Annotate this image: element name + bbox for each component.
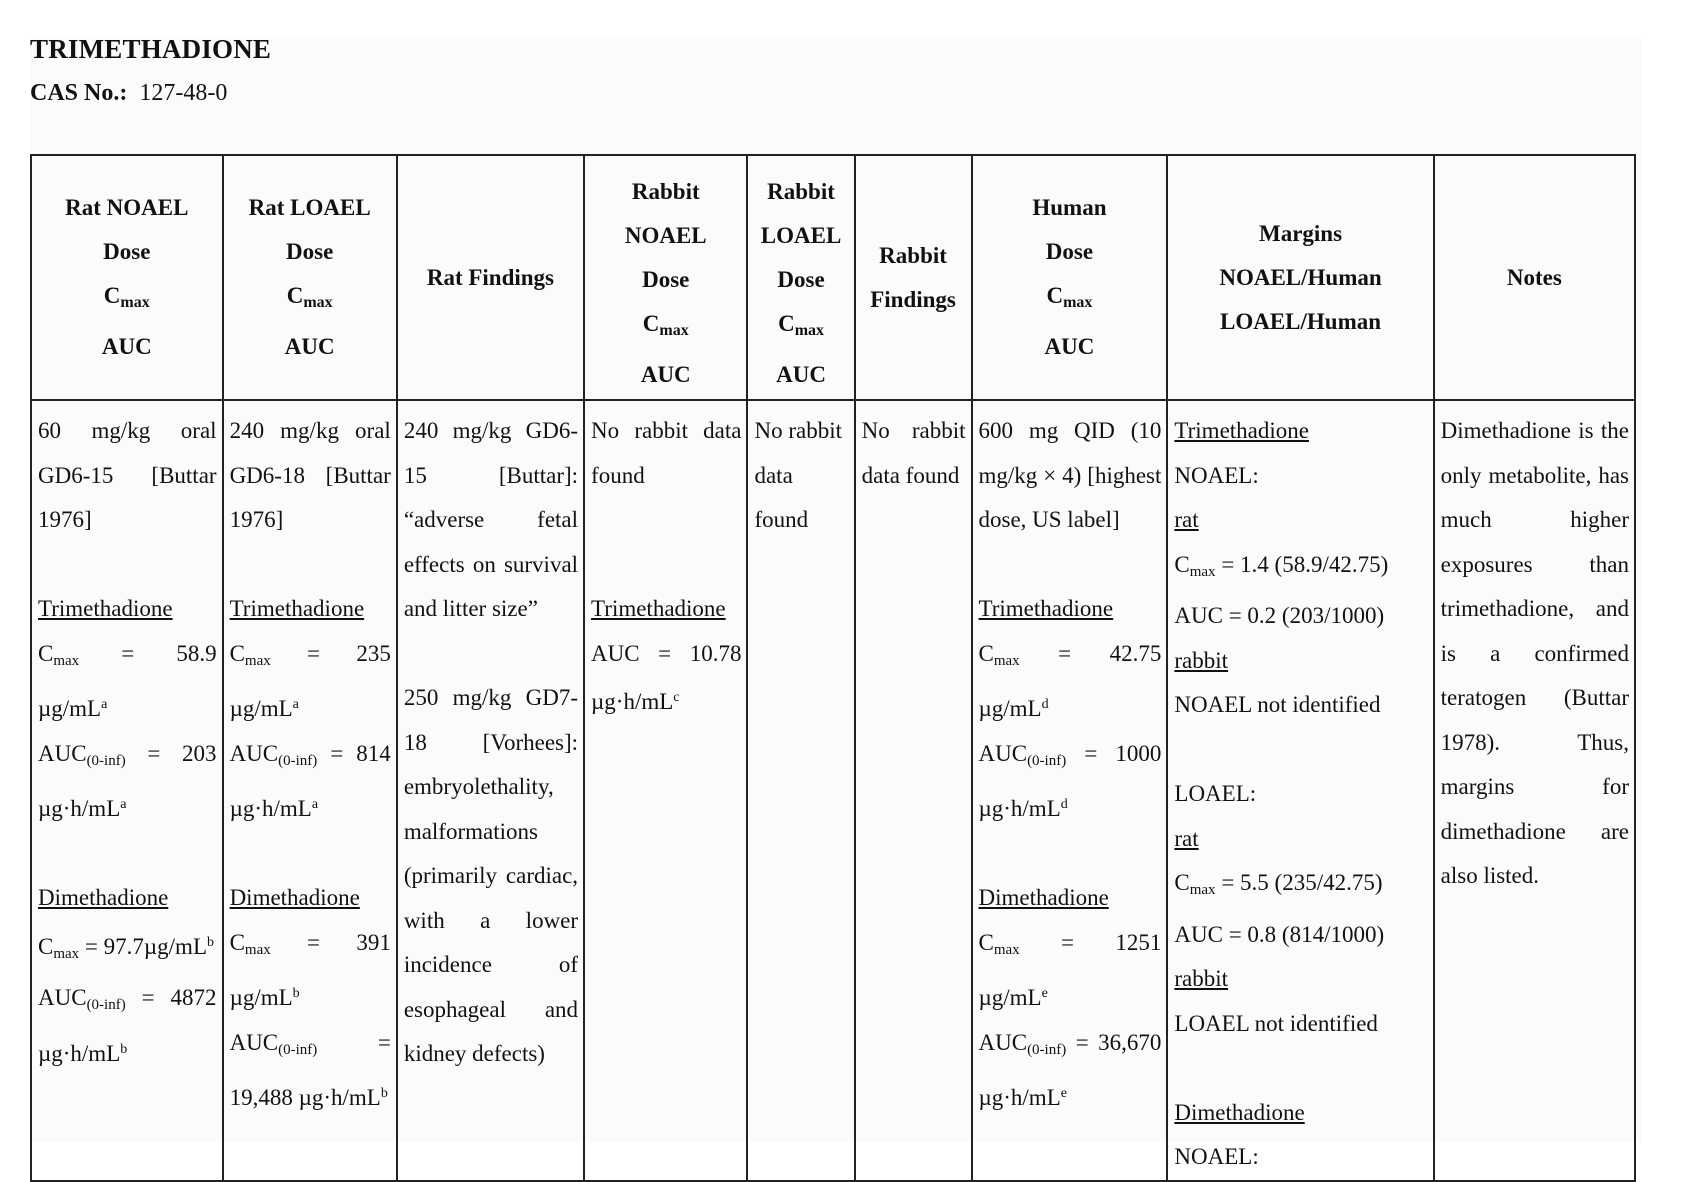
rat-findings-para-1: 240 mg/kg GD6-15 [Buttar]: “adverse fetal effects on survival and litter size” [403, 418, 579, 621]
header-line: $C_{max}$ [103, 283, 150, 311]
footnote-mark: a [120, 797, 127, 812]
header-line: Rat LOAEL [248, 195, 371, 220]
margins-tmd-heading: Trimethadione [1174, 418, 1309, 443]
header-line: Rabbit [767, 179, 835, 204]
human-tmd-cmax: $C_{max} = 42.75$ $\mu g/mL^d$ [978, 640, 1162, 721]
footnote-mark: e [1060, 1086, 1067, 1101]
header-line: Findings [870, 286, 956, 312]
rabbit-findings-text: No rabbit data found [861, 418, 966, 488]
margins-loael-rabbit-label: rabbit [1174, 966, 1229, 991]
header-line: AUC [101, 334, 152, 359]
margins-dmd-heading: Dimethadione [1174, 1099, 1305, 1125]
footnote-mark: a [292, 697, 299, 712]
human-tmd-heading: Trimethadione [978, 596, 1114, 621]
margins-noael-rat-auc: AUC = 0.2 (203/1000) [1174, 603, 1385, 628]
col-header-rat-findings [397, 155, 584, 400]
rat-findings-para-2: 250 mg/kg GD7-18 [Vorhees]: embryolethality, malformations (primarily cardiac, with a lower incidence of esophageal and kidney defects) [403, 685, 579, 1066]
margins-dmd-noael-label: NOAEL: [1174, 1144, 1259, 1169]
value: = 5.5 (235/42.75) [1221, 870, 1383, 895]
human-dmd-cmax: $C_{max} = 1251$ $\mu g/mL^e$ [978, 929, 1162, 1010]
rat-loael-dmd-cmax: $C_{max} = 391$ $\mu g/mL^b$ [229, 929, 391, 1010]
margins-noael-rat-label: rat [1174, 507, 1199, 532]
header-line: Rat Findings [426, 264, 555, 290]
value: = 1.4 (58.9/42.75) [1221, 551, 1389, 577]
rat-loael-tmd-cmax: $C_{max} = 235$ $\mu g/mL^a$ [229, 640, 391, 721]
cell-rat-noael [31, 400, 223, 1181]
value: = 4872 µg·h/mL [38, 985, 217, 1066]
cell-rabbit-findings [855, 400, 972, 1181]
margins-loael-rat-cmax: $C_{max} = 5.5$ (235/42.75) [1174, 870, 1383, 898]
margins-noael-rat-cmax: $C_{max} = 1.4$ (58.9/42.75) [1174, 551, 1389, 580]
rat-noael-tmd-auc: $AUC_{(0-inf)} = 203$ $\mu g\cdot h/mL^a$ [38, 740, 217, 821]
cell-rat-findings [397, 400, 584, 1181]
footnote-mark: a [311, 797, 319, 812]
value: 58.9 µg/mL [38, 640, 217, 721]
header-line: NOAEL/Human [1219, 264, 1382, 290]
footnote-mark: c [673, 690, 680, 705]
header-line: NOAEL [624, 223, 707, 248]
header-line: Rabbit [879, 242, 947, 268]
rat-loael-dmd-auc: $AUC_{(0-inf)} = 19,488$ $\mu g\cdot h/mL^b$ [229, 1029, 391, 1110]
footnote-mark: d [1060, 797, 1068, 812]
header-line: AUC [284, 334, 335, 359]
document-title: TRIMETHADIONE [30, 34, 272, 64]
footnote-mark: a [101, 697, 108, 712]
value: = 19,488 µg·h/mL [229, 1029, 391, 1110]
rat-noael-tmd-cmax: $C_{max} = 58.9$ $\mu g/mL^a$ [38, 640, 217, 721]
value: = 36,670 µg·h/mL [978, 1029, 1162, 1110]
col-header-rabbit-noael [584, 155, 747, 400]
cas-label: CAS No.: [30, 80, 128, 106]
col-header-rabbit-findings [855, 155, 972, 400]
data-row [31, 400, 1635, 1181]
cell-rabbit-loael [747, 400, 854, 1181]
footnote-mark: b [120, 1041, 128, 1057]
header-line: $C_{max}$ [642, 311, 689, 339]
human-tmd-auc: $AUC_{(0-inf)} = 1000$ $\mu g\cdot h/mL^d$ [978, 740, 1162, 821]
header-line: AUC [640, 362, 691, 387]
header-line: Dose [286, 239, 334, 264]
margins-loael-rat-label: rat [1174, 825, 1199, 851]
cell-human [972, 400, 1168, 1181]
header-line: $C_{max}$ [1046, 283, 1093, 311]
margins-noael-rabbit-label: rabbit [1174, 647, 1229, 673]
footnote-mark: e [1041, 986, 1048, 1001]
footnote-mark: b [292, 986, 300, 1001]
rabbit-noael-tmd-heading: Trimethadione [591, 596, 726, 621]
margins-loael-rabbit: LOAEL not identified [1174, 1010, 1378, 1036]
notes-text: Dimethadione is the only metabolite, has much higher exposures than trimethadione, and is a confirmed teratogen (Buttar 1978). Thus, margins for dimethadione are also listed. [1440, 418, 1629, 888]
col-header-human [972, 155, 1168, 400]
cell-rat-loael [223, 400, 397, 1181]
rabbit-noael-tmd-auc [591, 632, 741, 725]
rat-loael-tmd-auc: $AUC_{(0-inf)} = 814$ $\mu g\cdot h/mL^a$ [229, 740, 391, 821]
col-header-rat-loael [223, 155, 397, 400]
header-line: Margins [1258, 220, 1343, 246]
footnote-mark: b [380, 1086, 388, 1101]
header-line: Dose [103, 239, 151, 264]
header-line: LOAEL/Human [1219, 308, 1382, 334]
cas-number: 127-48-0 [139, 80, 228, 106]
header-line: Rat NOAEL [65, 195, 189, 220]
value: = 814 µg·h/mL [229, 740, 391, 821]
human-dmd-heading: Dimethadione [978, 885, 1109, 910]
header-line: Dose [777, 267, 825, 292]
header-line: Human [1032, 195, 1107, 220]
cell-rabbit-noael [584, 400, 747, 1181]
data-table [30, 154, 1636, 1182]
col-header-rat-noael [31, 155, 223, 400]
human-dose: 600 mg QID (10 mg/kg × 4) [highest dose, US label] [978, 418, 1162, 532]
header-row [31, 155, 1635, 400]
value: = 203 µg·h/mL [38, 740, 217, 821]
header-line: AUC [1044, 334, 1095, 359]
header-line: $C_{max}$ [286, 283, 333, 311]
rat-noael-dose: 60 mg/kg oral GD6-15 [Buttar 1976] [38, 418, 217, 532]
footnote-mark: d [1041, 697, 1049, 712]
rat-noael-dmd-heading: Dimethadione [38, 885, 169, 910]
cell-margins [1167, 400, 1433, 1181]
rabbit-noael-text: No rabbit data found [591, 418, 742, 488]
header-line: AUC [776, 362, 826, 387]
header-line: Dose [642, 267, 690, 292]
value: 391 µg/mL [229, 929, 391, 1010]
rat-loael-dose: 240 mg/kg oral GD6-18 [Buttar 1976] [229, 418, 391, 532]
rat-noael-dmd-auc: $AUC_{(0-inf)} = 4872$ $\mu g\cdot h/mL^b$ [38, 985, 217, 1066]
value: = 1000 µg·h/mL [978, 740, 1162, 821]
margins-noael-rabbit: NOAEL not identified [1174, 692, 1381, 717]
col-header-margins [1167, 155, 1433, 400]
rat-loael-tmd-heading: Trimethadione [229, 596, 365, 621]
value: 97.7µg/mL [103, 933, 207, 959]
footnote-mark: b [207, 934, 214, 950]
value: 235 µg/mL [229, 640, 391, 721]
margins-loael-rat-auc: AUC = 0.8 (814/1000) [1174, 921, 1385, 947]
margins-noael-label: NOAEL: [1174, 462, 1259, 488]
rat-noael-dmd-cmax: $C_{max} = 97.7\mu g/mL^b$ [38, 933, 214, 962]
col-header-notes [1434, 155, 1635, 400]
value: AUC = 10.78 µg·h/mL [591, 640, 742, 714]
cas-number-line [30, 80, 227, 107]
header-line: $C_{max}$ [778, 311, 825, 339]
human-dmd-auc: $AUC_{(0-inf)} = 36,670$ $\mu g\cdot h/mL^e$ [978, 1029, 1162, 1110]
rat-loael-dmd-heading: Dimethadione [229, 885, 360, 910]
value: = 42.75 µg/mL [978, 640, 1162, 721]
margins-loael-label: LOAEL: [1174, 781, 1257, 806]
header-line: Rabbit [631, 179, 700, 204]
header-line: Notes [1506, 264, 1562, 290]
col-header-rabbit-loael [747, 155, 854, 400]
header-line: LOAEL [760, 223, 842, 248]
rat-noael-tmd-heading: Trimethadione [38, 596, 173, 621]
cell-notes [1434, 400, 1635, 1181]
rabbit-loael-text: No rabbit data found [754, 418, 842, 532]
header-line: Dose [1045, 239, 1094, 264]
value: = 1251 µg/mL [978, 929, 1162, 1010]
